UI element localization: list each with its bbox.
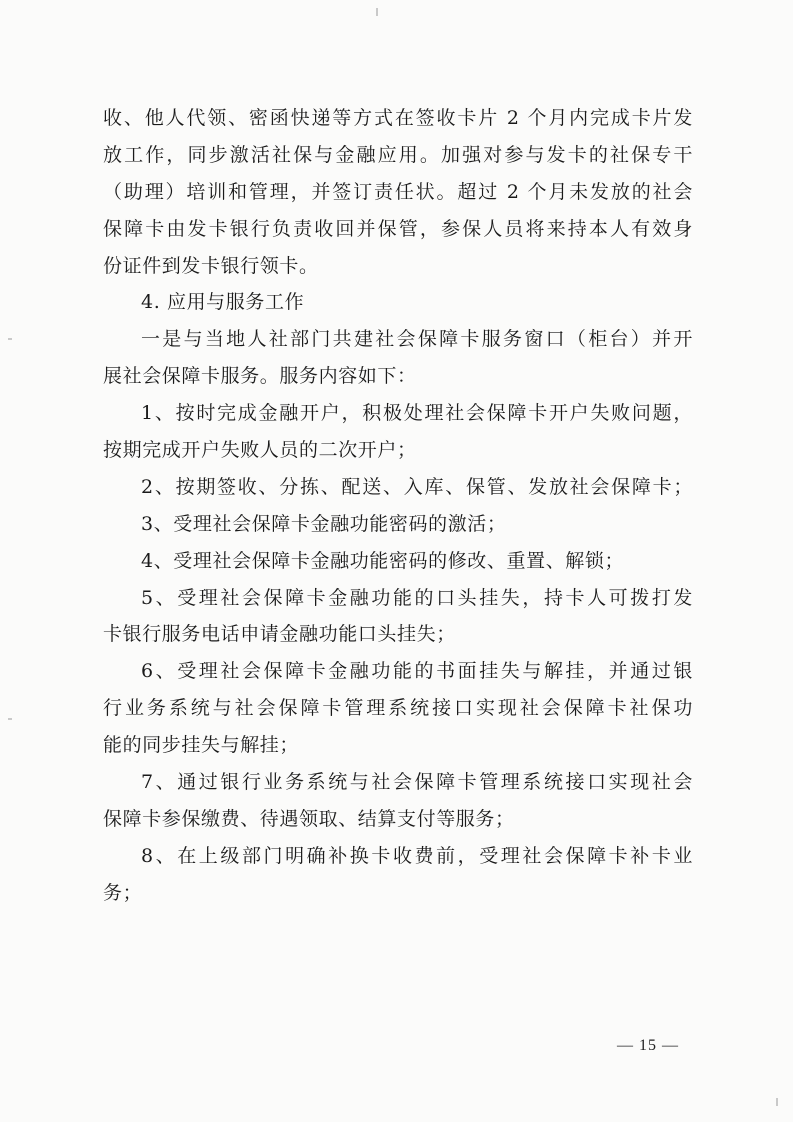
text-line: 一是与当地人社部门共建社会保障卡服务窗口（柜台）并开 — [141, 328, 693, 351]
text-line: 1、按时完成金融开户，积极处理社会保障卡开户失败问题， — [141, 402, 693, 425]
text-line: 行业务系统与社会保障卡管理系统接口实现社会保障卡社保功 — [103, 697, 693, 720]
text-line: 放工作，同步激活社保与金融应用。加强对参与发卡的社保专干 — [103, 143, 693, 166]
text-line: 能的同步挂失与解挂； — [103, 734, 300, 757]
text-line: 务； — [103, 881, 143, 904]
page-number: — 15 — — [617, 1037, 679, 1054]
text-line: 卡银行服务电话申请金融功能口头挂失； — [103, 623, 456, 646]
scan-speck — [376, 8, 378, 16]
text-line: 8、在上级部门明确补换卡收费前，受理社会保障卡补卡业 — [141, 844, 693, 867]
text-line: 2、按期签收、分拣、配送、入库、保管、发放社会保障卡； — [141, 475, 693, 498]
text-line: （助理）培训和管理，并签订责任状。超过 2 个月未发放的社会 — [103, 180, 693, 203]
scan-speck — [8, 338, 12, 340]
text-line: 保障卡由发卡银行负责收回并保管，参保人员将来持本人有效身 — [103, 217, 693, 240]
text-line: 5、受理社会保障卡金融功能的口头挂失，持卡人可拨打发 — [141, 586, 693, 609]
text-line: 7、通过银行业务系统与社会保障卡管理系统接口实现社会 — [141, 771, 693, 794]
text-line: 展社会保障卡服务。服务内容如下： — [103, 365, 417, 388]
text-line: 份证件到发卡银行领卡。 — [103, 254, 319, 277]
text-line: 按期完成开户失败人员的二次开户； — [103, 439, 417, 462]
text-line: 3、受理社会保障卡金融功能密码的激活； — [141, 512, 507, 535]
text-line: 收、他人代领、密函快递等方式在签收卡片 2 个月内完成卡片发 — [103, 107, 693, 129]
text-line: 6、受理社会保障卡金融功能的书面挂失与解挂，并通过银 — [141, 660, 693, 683]
scan-speck — [8, 718, 12, 720]
scan-speck — [776, 1098, 778, 1106]
text-line: 4. 应用与服务工作 — [141, 291, 305, 314]
text-line: 4、受理社会保障卡金融功能密码的修改、重置、解锁； — [141, 549, 625, 572]
text-line: 保障卡参保缴费、待遇领取、结算支付等服务； — [103, 807, 515, 830]
document-body — [103, 100, 693, 912]
